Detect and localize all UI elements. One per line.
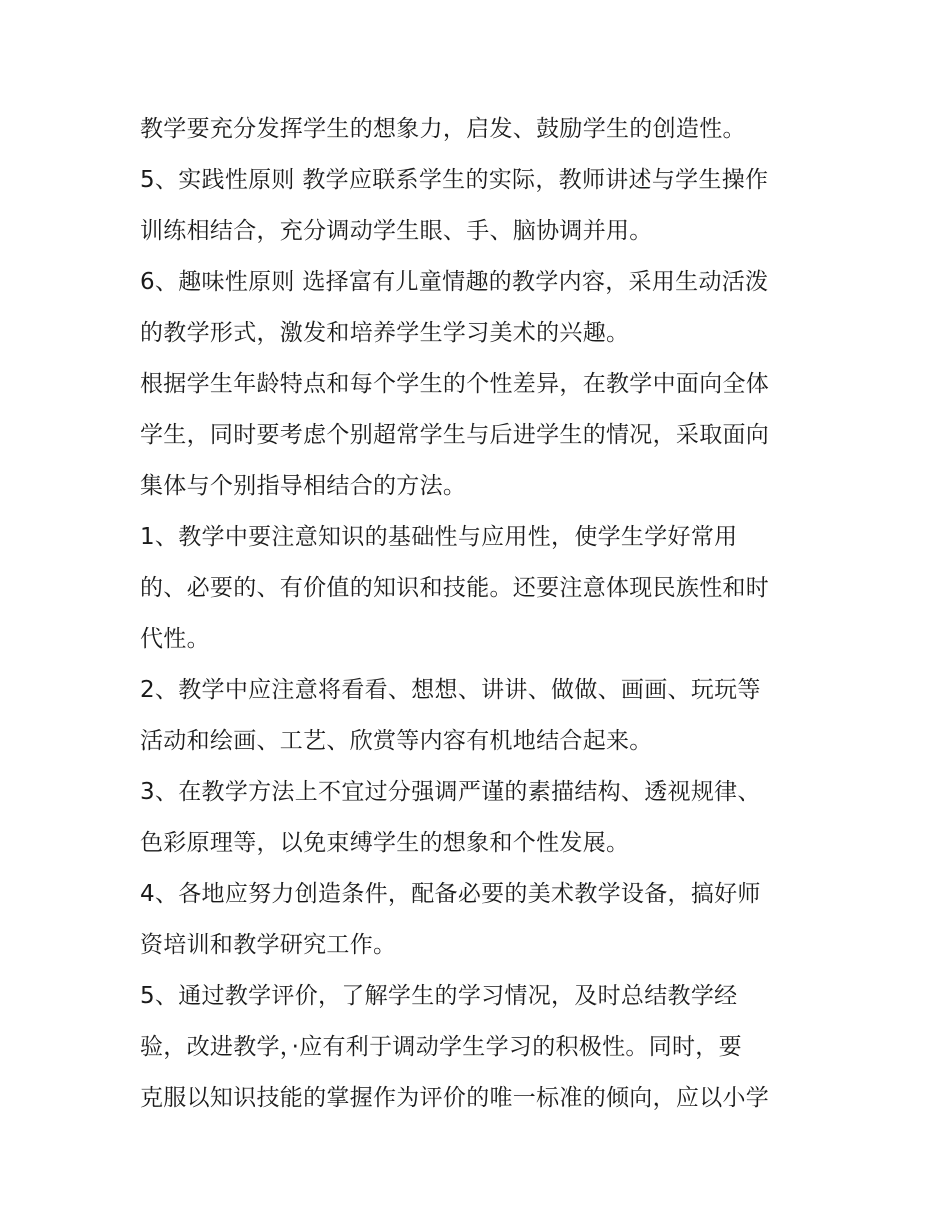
text-line: 训练相结合，充分调动学生眼、手、脑协调并用。 — [140, 218, 653, 244]
text-line: 5、实践性原则 教学应联系学生的实际，教师讲述与学生操作 — [140, 167, 769, 193]
text-line: 教学要充分发挥学生的想象力，启发、鼓励学生的创造性。 — [140, 116, 746, 142]
document-body — [140, 104, 830, 1124]
text-line: 色彩原理等，以免束缚学生的想象和个性发展。 — [140, 830, 630, 856]
text-line: 2、教学中应注意将看看、想想、讲讲、做做、画画、玩玩等 — [140, 677, 761, 703]
text-line: 根据学生年龄特点和每个学生的个性差异，在教学中面向全体 — [140, 371, 770, 397]
text-line: 4、各地应努力创造条件，配备必要的美术教学设备，搞好师 — [140, 881, 761, 907]
text-line: 活动和绘画、工艺、欣赏等内容有机地结合起来。 — [140, 728, 653, 754]
text-line: 的、必要的、有价值的知识和技能。还要注意体现民族性和时 — [140, 575, 770, 601]
text-line: 克服以知识技能的掌握作为评价的唯一标准的倾向，应以小学 — [140, 1085, 770, 1111]
text-line: 5、通过教学评价，了解学生的学习情况，及时总结教学经 — [140, 983, 738, 1009]
text-line: 3、在教学方法上不宜过分强调严谨的素描结构、透视规律、 — [140, 779, 761, 805]
text-line: 1、教学中要注意知识的基础性与应用性，使学生学好常用 — [140, 524, 738, 550]
text-line: 验，改进教学，·应有利于调动学生学习的积极性。同时，要 — [140, 1034, 742, 1060]
text-line: 的教学形式，激发和培养学生学习美术的兴趣。 — [140, 320, 630, 346]
text-line: 资培训和教学研究工作。 — [140, 932, 397, 958]
text-line: 代性。 — [140, 626, 210, 652]
text-line: 集体与个别指导相结合的方法。 — [140, 473, 467, 499]
text-line: 学生，同时要考虑个别超常学生与后进学生的情况，采取面向 — [140, 422, 770, 448]
text-line: 6、趣味性原则 选择富有儿童情趣的教学内容，采用生动活泼 — [140, 269, 769, 295]
